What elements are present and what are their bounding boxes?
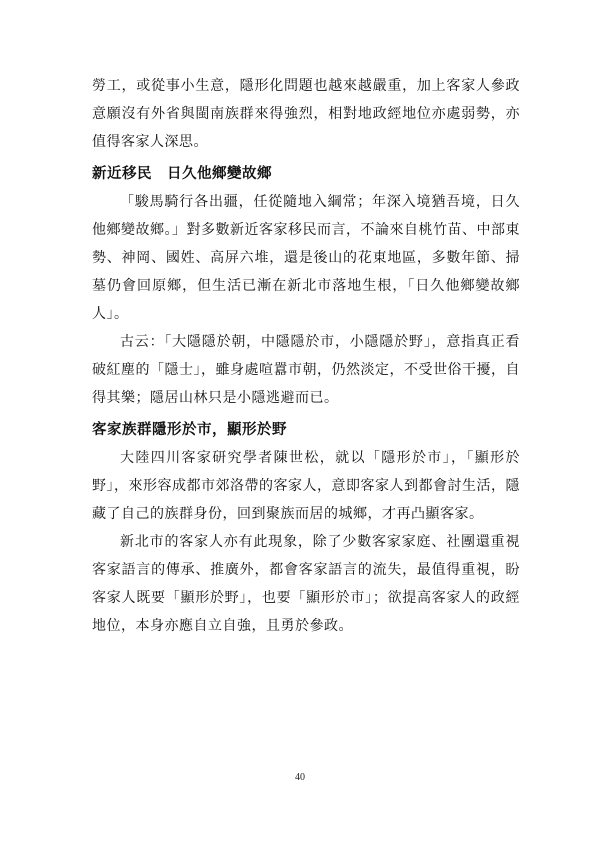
paragraph-continuation: 勞工，或從事小生意，隱形化問題也越來越嚴重，加上客家人參政意願沒有外省與閩南族群來得強烈，相對地政經地位亦處弱勢，亦值得客家人深思。 xyxy=(92,78,520,150)
paragraph-hermit-saying: 古云：「大隱隱於朝，中隱隱於市，小隱隱於野」，意指真正看破紅塵的「隱士」，雖身處喧囂市朝，仍然淡定，不受世俗干擾，自得其樂；隱居山林只是小隱逃避而已。 xyxy=(92,334,520,406)
section-heading-hakka-hidden: 客家族群隱形於市，顯形於野 xyxy=(92,422,287,438)
page-number: 40 xyxy=(295,772,305,783)
paragraph-new-taipei-hakka: 新北市的客家人亦有此現象，除了少數客家家庭、社團還重視客家語言的傳承、推廣外，都會客家語言的流失，最值得重視，盼客家人既要「顯形於野」，也要「顯形於市」；欲提高客家人的政經地位，本身亦應自立自強，且勇於參政。 xyxy=(92,534,520,634)
paragraph-chengdu-hakka: 大陸四川客家研究學者陳世松，就以「隱形於市」，「顯形於野」，來形容成都市郊洛帶的客家人，意即客家人到都會討生活，隱藏了自己的族群身份，回到聚族而居的城鄉，才再凸顯客家。 xyxy=(92,450,520,522)
paragraph-new-immigrants: 「駿馬騎行各出疆，任從隨地入綱常；年深入境猶吾境，日久他鄉變故鄉。」對多數新近客家移民而言，不論來自桃竹苗、中部東勢、神岡、國姓、高屏六堆，還是後山的花東地區，多數年節、掃墓仍會回原鄉，但生活已漸在新北市落地生根，「日久他鄉變故鄉人」。 xyxy=(92,194,520,322)
section-heading-new-immigrants: 新近移民 日久他鄉變故鄉 xyxy=(92,166,272,182)
page-body xyxy=(92,72,520,640)
